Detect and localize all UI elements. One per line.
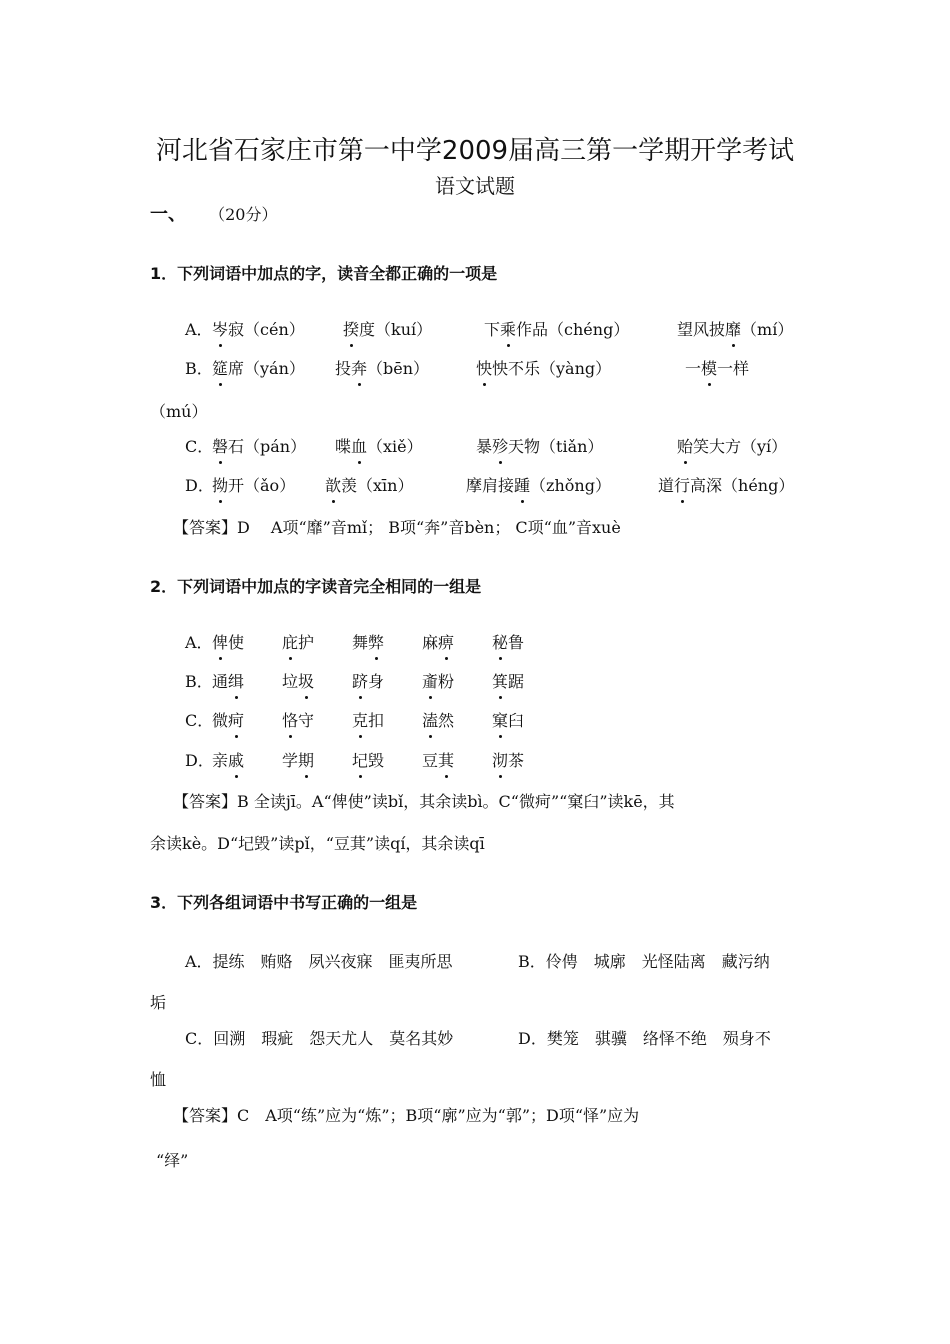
exam-title: 河北省石家庄市第一中学2009届高三第一学期开学考试: [155, 136, 795, 166]
q2-option-b-letter: B．: [185, 672, 213, 691]
q1-option-d-letter: D．: [185, 476, 214, 495]
q1-option-a-item: 望风披靡（mí）: [677, 318, 793, 342]
q2-option-c-item: 微疴: [212, 709, 244, 733]
q3-stem: 3．下列各组词语中书写正确的一组是: [150, 893, 418, 912]
q1-answer: 【答案】D A项“靡”音mǐ； B项“奔”音bèn； C项“血”音xuè: [173, 518, 621, 537]
q2-option-d-item: 学期: [282, 749, 314, 773]
q3-option-d: D．樊笼 骐骥 络怿不绝 殒身不: [518, 1029, 771, 1048]
q1-stem: 1．下列词语中加点的字，读音全都正确的一项是: [150, 264, 498, 283]
q2-option-d-item: 豆萁: [422, 749, 454, 773]
q3-option-b-wrap: 垢: [150, 993, 167, 1012]
q1-option-c-item: 喋血（xiě）: [335, 435, 423, 459]
q1-option-b-wrap: （mú）: [150, 402, 208, 421]
q2-option-c-item: 恪守: [282, 709, 314, 733]
q1-option-b-item: 一模一样: [685, 357, 749, 381]
q2-option-a-item: 秘鲁: [492, 631, 524, 655]
q2-option-d-item: 亲戚: [212, 749, 244, 773]
q1-option-a-letter: A．: [185, 320, 213, 339]
q3-option-c: C．回溯 瑕疵 怨天尤人 莫名其妙: [185, 1029, 454, 1048]
q2-option-c-item: 溘然: [422, 709, 454, 733]
section-number: 一、: [150, 204, 186, 225]
q2-option-a-item: 俾使: [212, 631, 244, 655]
q1-option-c-item: 暴殄天物（tiǎn）: [476, 435, 603, 459]
q3-option-a: A．提练 贿赂 夙兴夜寐 匪夷所思: [185, 952, 453, 971]
q3-answer-line1: 【答案】C A项“练”应为“炼”；B项“廓”应为“郭”；D项“怿”应为: [173, 1106, 640, 1125]
q2-option-a-item: 麻痹: [422, 631, 454, 655]
q2-option-d-item: 圮毁: [352, 749, 384, 773]
q1-option-d-item: 摩肩接踵（zhǒng）: [466, 474, 611, 498]
q3-option-b: B．伶俜 城廓 光怪陆离 藏污纳: [518, 952, 770, 971]
q2-option-a-letter: A．: [185, 633, 213, 652]
q2-option-c-item: 克扣: [352, 709, 384, 733]
q2-option-d-letter: D．: [185, 751, 214, 770]
q2-option-a-item: 舞弊: [352, 631, 384, 655]
q2-option-b-item: 垃圾: [282, 670, 314, 694]
q1-option-d-item: 道行高深（héng）: [658, 474, 794, 498]
q2-option-b-item: 齑粉: [422, 670, 454, 694]
q1-option-a-item: 下乘作品（chéng）: [484, 318, 629, 342]
q2-stem: 2．下列词语中加点的字读音完全相同的一组是: [150, 577, 482, 596]
q2-option-b-item: 箕踞: [492, 670, 524, 694]
q1-option-b-item: 投奔（bēn）: [335, 357, 429, 381]
q1-option-b-item: 怏怏不乐（yàng）: [476, 357, 611, 381]
q1-option-d-item: 歆羡（xīn）: [325, 474, 413, 498]
q1-option-c-letter: C．: [185, 437, 214, 456]
exam-subtitle: 语文试题: [435, 174, 515, 198]
q1-option-a-item: 揆度（kuí）: [343, 318, 432, 342]
q2-option-a-item: 庇护: [282, 631, 314, 655]
q3-option-d-wrap: 恤: [150, 1070, 167, 1089]
q1-option-d-item: 拗开（ǎo）: [212, 474, 295, 498]
q2-answer-line1: 【答案】B 全读jī。A“俾使”读bǐ，其余读bì。C“微疴”“窠臼”读kē，其: [173, 792, 675, 811]
q2-answer-line2: 余读kè。D“圮毁”读pǐ，“豆萁”读qí，其余读qī: [150, 834, 485, 853]
q2-option-c-item: 窠臼: [492, 709, 524, 733]
section-points: （20分）: [209, 205, 278, 224]
q1-option-b-item: 筵席（yán）: [212, 357, 305, 381]
q2-option-c-letter: C．: [185, 711, 214, 730]
q2-option-b-item: 通缉: [212, 670, 244, 694]
q3-answer-line2: “绎”: [156, 1151, 189, 1170]
q1-option-b-letter: B．: [185, 359, 213, 378]
q1-option-c-item: 磐石（pán）: [212, 435, 306, 459]
q1-option-c-item: 贻笑大方（yí）: [677, 435, 787, 459]
section-header: [150, 203, 277, 227]
q2-option-b-item: 跻身: [352, 670, 384, 694]
q1-option-a-item: 岑寂（cén）: [212, 318, 305, 342]
q2-option-d-item: 沏茶: [492, 749, 524, 773]
